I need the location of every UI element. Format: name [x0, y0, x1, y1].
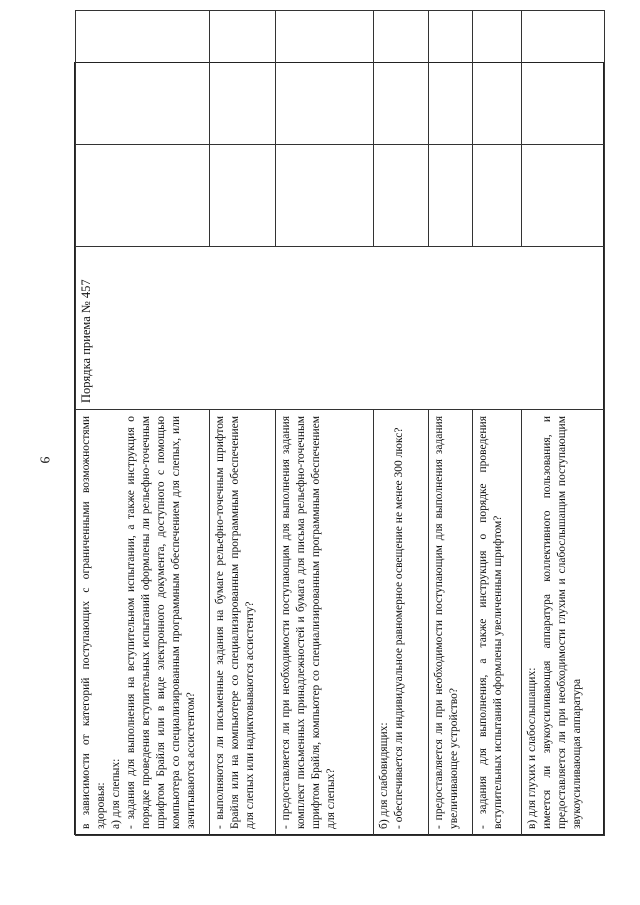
answer-cell — [76, 145, 210, 247]
answer-cell — [374, 145, 429, 247]
answer-cell — [522, 145, 605, 247]
question-text: - предоставляется ли при необходимости поступающим для выполнения задания увеличивающее устройство? — [433, 416, 460, 829]
comment-cell — [76, 11, 210, 145]
question-text: - задания для выполнения на вступительном испытании, а также инструкция о порядке проведения вступительных испытаний оформлены ли рельефно-точечным шрифтом Брайля или в виде электронного документа, доступного с помощью компьютера со специализированным программным обеспечением для слепых, или зачитываются ассистентом? — [125, 416, 197, 829]
note-cell — [76, 247, 605, 410]
order-reference: Порядка приема № 457 — [79, 279, 93, 403]
comment-cell — [429, 11, 473, 145]
comment-cell — [276, 11, 374, 145]
table-row — [374, 11, 429, 836]
table-row — [210, 11, 276, 836]
answer-cell — [276, 145, 374, 247]
page-number: 9 — [36, 456, 52, 464]
question-text: - выполняются ли письменные задания на бумаге рельефно-точечным шрифтом Брайля или на компьютере со специализированным программным обеспечением для слепых или надиктовываются ассистенту? — [214, 416, 256, 829]
table-row — [473, 11, 522, 836]
question-text: имеется ли звукоусиливающая аппаратура коллективного пользования, и предоставляется ли при необходимости глухим и слабослышащим поступающим звукоусиливающая аппаратура — [541, 416, 583, 829]
comment-cell — [374, 11, 429, 145]
comment-cell — [522, 11, 605, 145]
comment-cell — [210, 11, 276, 145]
question-text: в зависимости от категорий поступающих с ограниченными возможностями здоровья: — [80, 416, 107, 829]
document-table-frame — [74, 62, 604, 835]
question-cell — [374, 410, 429, 836]
question-cell — [429, 410, 473, 836]
question-text: а) для слепых: — [110, 758, 122, 829]
question-cell — [76, 410, 210, 836]
question-text: - обеспечивается ли индивидуальное равномерное освещение не менее 300 люкс? — [393, 427, 405, 829]
question-cell — [276, 410, 374, 836]
answer-cell — [429, 145, 473, 247]
table-row — [429, 11, 473, 836]
question-cell — [473, 410, 522, 836]
question-text: - предоставляется ли при необходимости поступающим для выполнения задания комплект письменных принадлежностей и бумага для письма рельефно-точечным шрифтом Брайля, компьютер со специализированным программным обеспечением для слепых? — [280, 416, 337, 829]
table-row — [522, 11, 605, 836]
answer-cell — [210, 145, 276, 247]
question-cell — [210, 410, 276, 836]
rotated-table — [75, 63, 605, 836]
table-row — [76, 11, 210, 836]
question-text: в) для глухих и слабослышащих: — [526, 667, 538, 829]
checklist-table — [75, 10, 605, 836]
question-text: б) для слабовидящих: — [378, 722, 390, 829]
table-row — [276, 11, 374, 836]
question-text: - задания для выполнения, а также инструкция о порядке проведения вступительных испытаний оформлены увеличенным шрифтом? — [477, 416, 504, 829]
comment-cell — [473, 11, 522, 145]
question-cell — [522, 410, 605, 836]
answer-cell — [473, 145, 522, 247]
